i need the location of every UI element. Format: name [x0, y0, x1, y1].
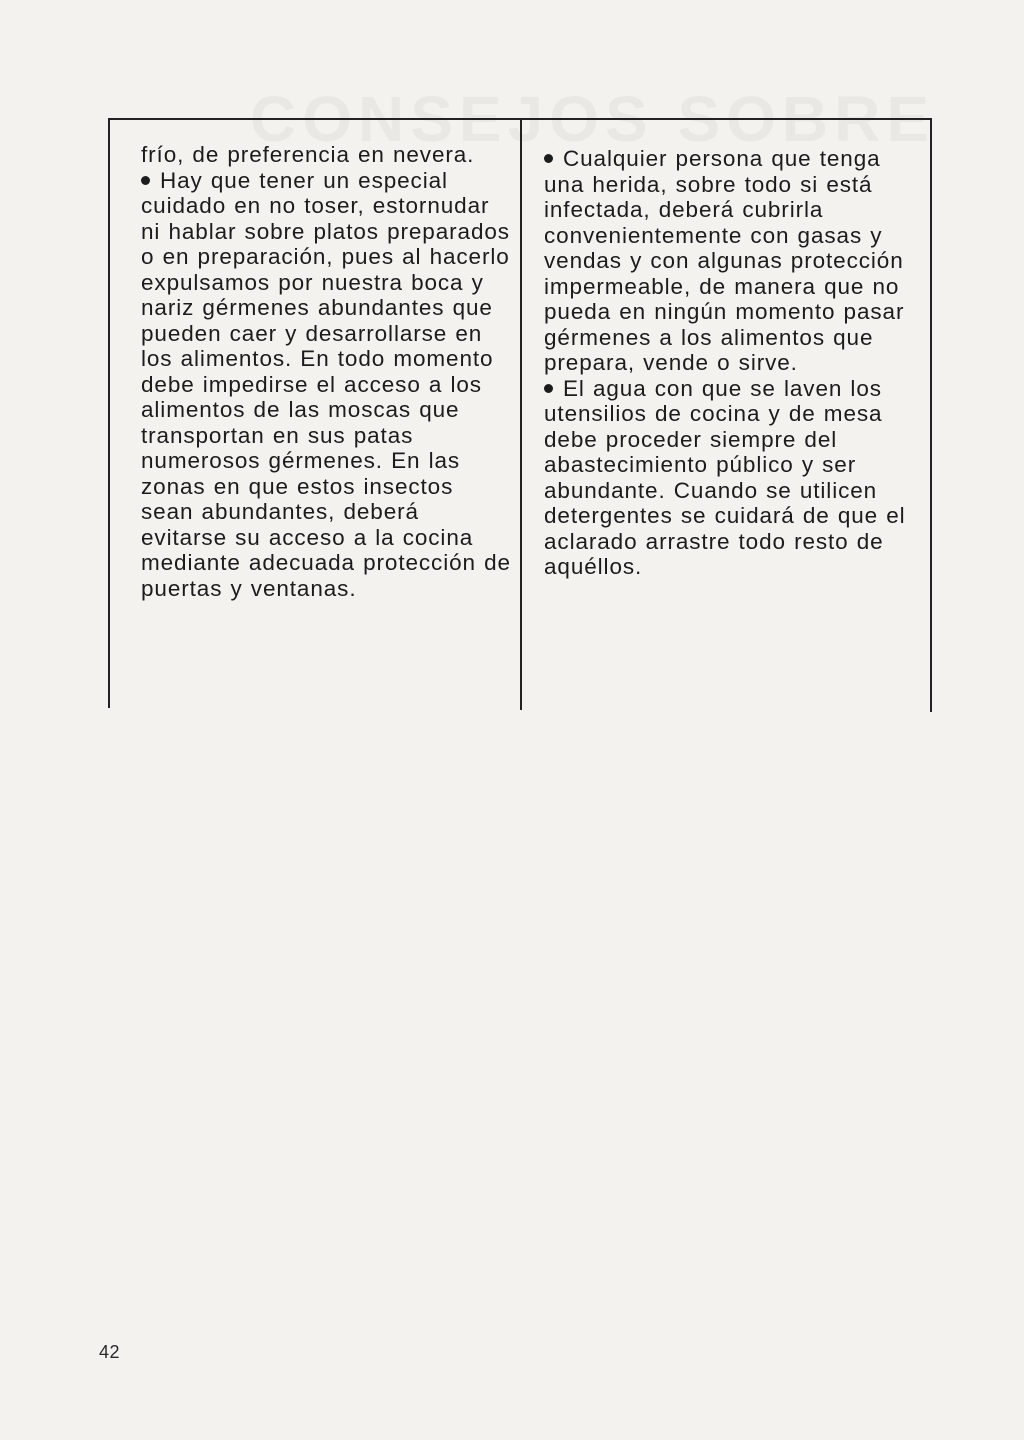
bullet-icon	[544, 384, 553, 393]
left-border-rule	[108, 118, 110, 708]
left-column	[141, 142, 513, 601]
right-paragraph-2	[544, 376, 928, 580]
column-divider-rule	[520, 118, 522, 710]
bullet-icon	[544, 154, 553, 163]
right-border-rule	[930, 118, 932, 712]
right-column	[544, 146, 928, 580]
left-paragraph-text: Hay que tener un especial cuidado en no toser, estornudar ni hablar sobre platos preparados o en preparación, pues al hacerlo expulsamos por nuestra boca y nariz gérmenes abundantes que pueden caer y desarrollarse en los alimentos. En todo momento debe impedirse el acceso a los alimentos de las moscas que transportan en sus patas numerosos gérmenes. En las zonas en que estos insectos sean abundantes, deberá evitarse su acceso a la cocina mediante adecuada protección de puertas y ventanas.	[141, 167, 511, 601]
top-border-rule	[108, 118, 930, 120]
page-number: 42	[99, 1342, 121, 1362]
right-paragraph-1-text: Cualquier persona que tenga una herida, sobre todo si está infectada, deberá cubrirla convenientemente con gasas y vendas y con algunas protección impermeable, de manera que no pueda en ningún momento pasar gérmenes a los alimentos que prepara, vende o sirve.	[544, 146, 905, 375]
left-paragraph	[141, 168, 513, 602]
left-continuation-text: frío, de preferencia en nevera.	[141, 142, 475, 167]
bullet-icon	[141, 176, 150, 185]
right-paragraph-1	[544, 146, 928, 376]
right-paragraph-2-text: El agua con que se laven los utensilios de cocina y de mesa debe proceder siempre del abastecimiento público y ser abundante. Cuando se utilicen detergentes se cuidará de que el aclarado arrastre todo resto de aquéllos.	[544, 375, 906, 579]
